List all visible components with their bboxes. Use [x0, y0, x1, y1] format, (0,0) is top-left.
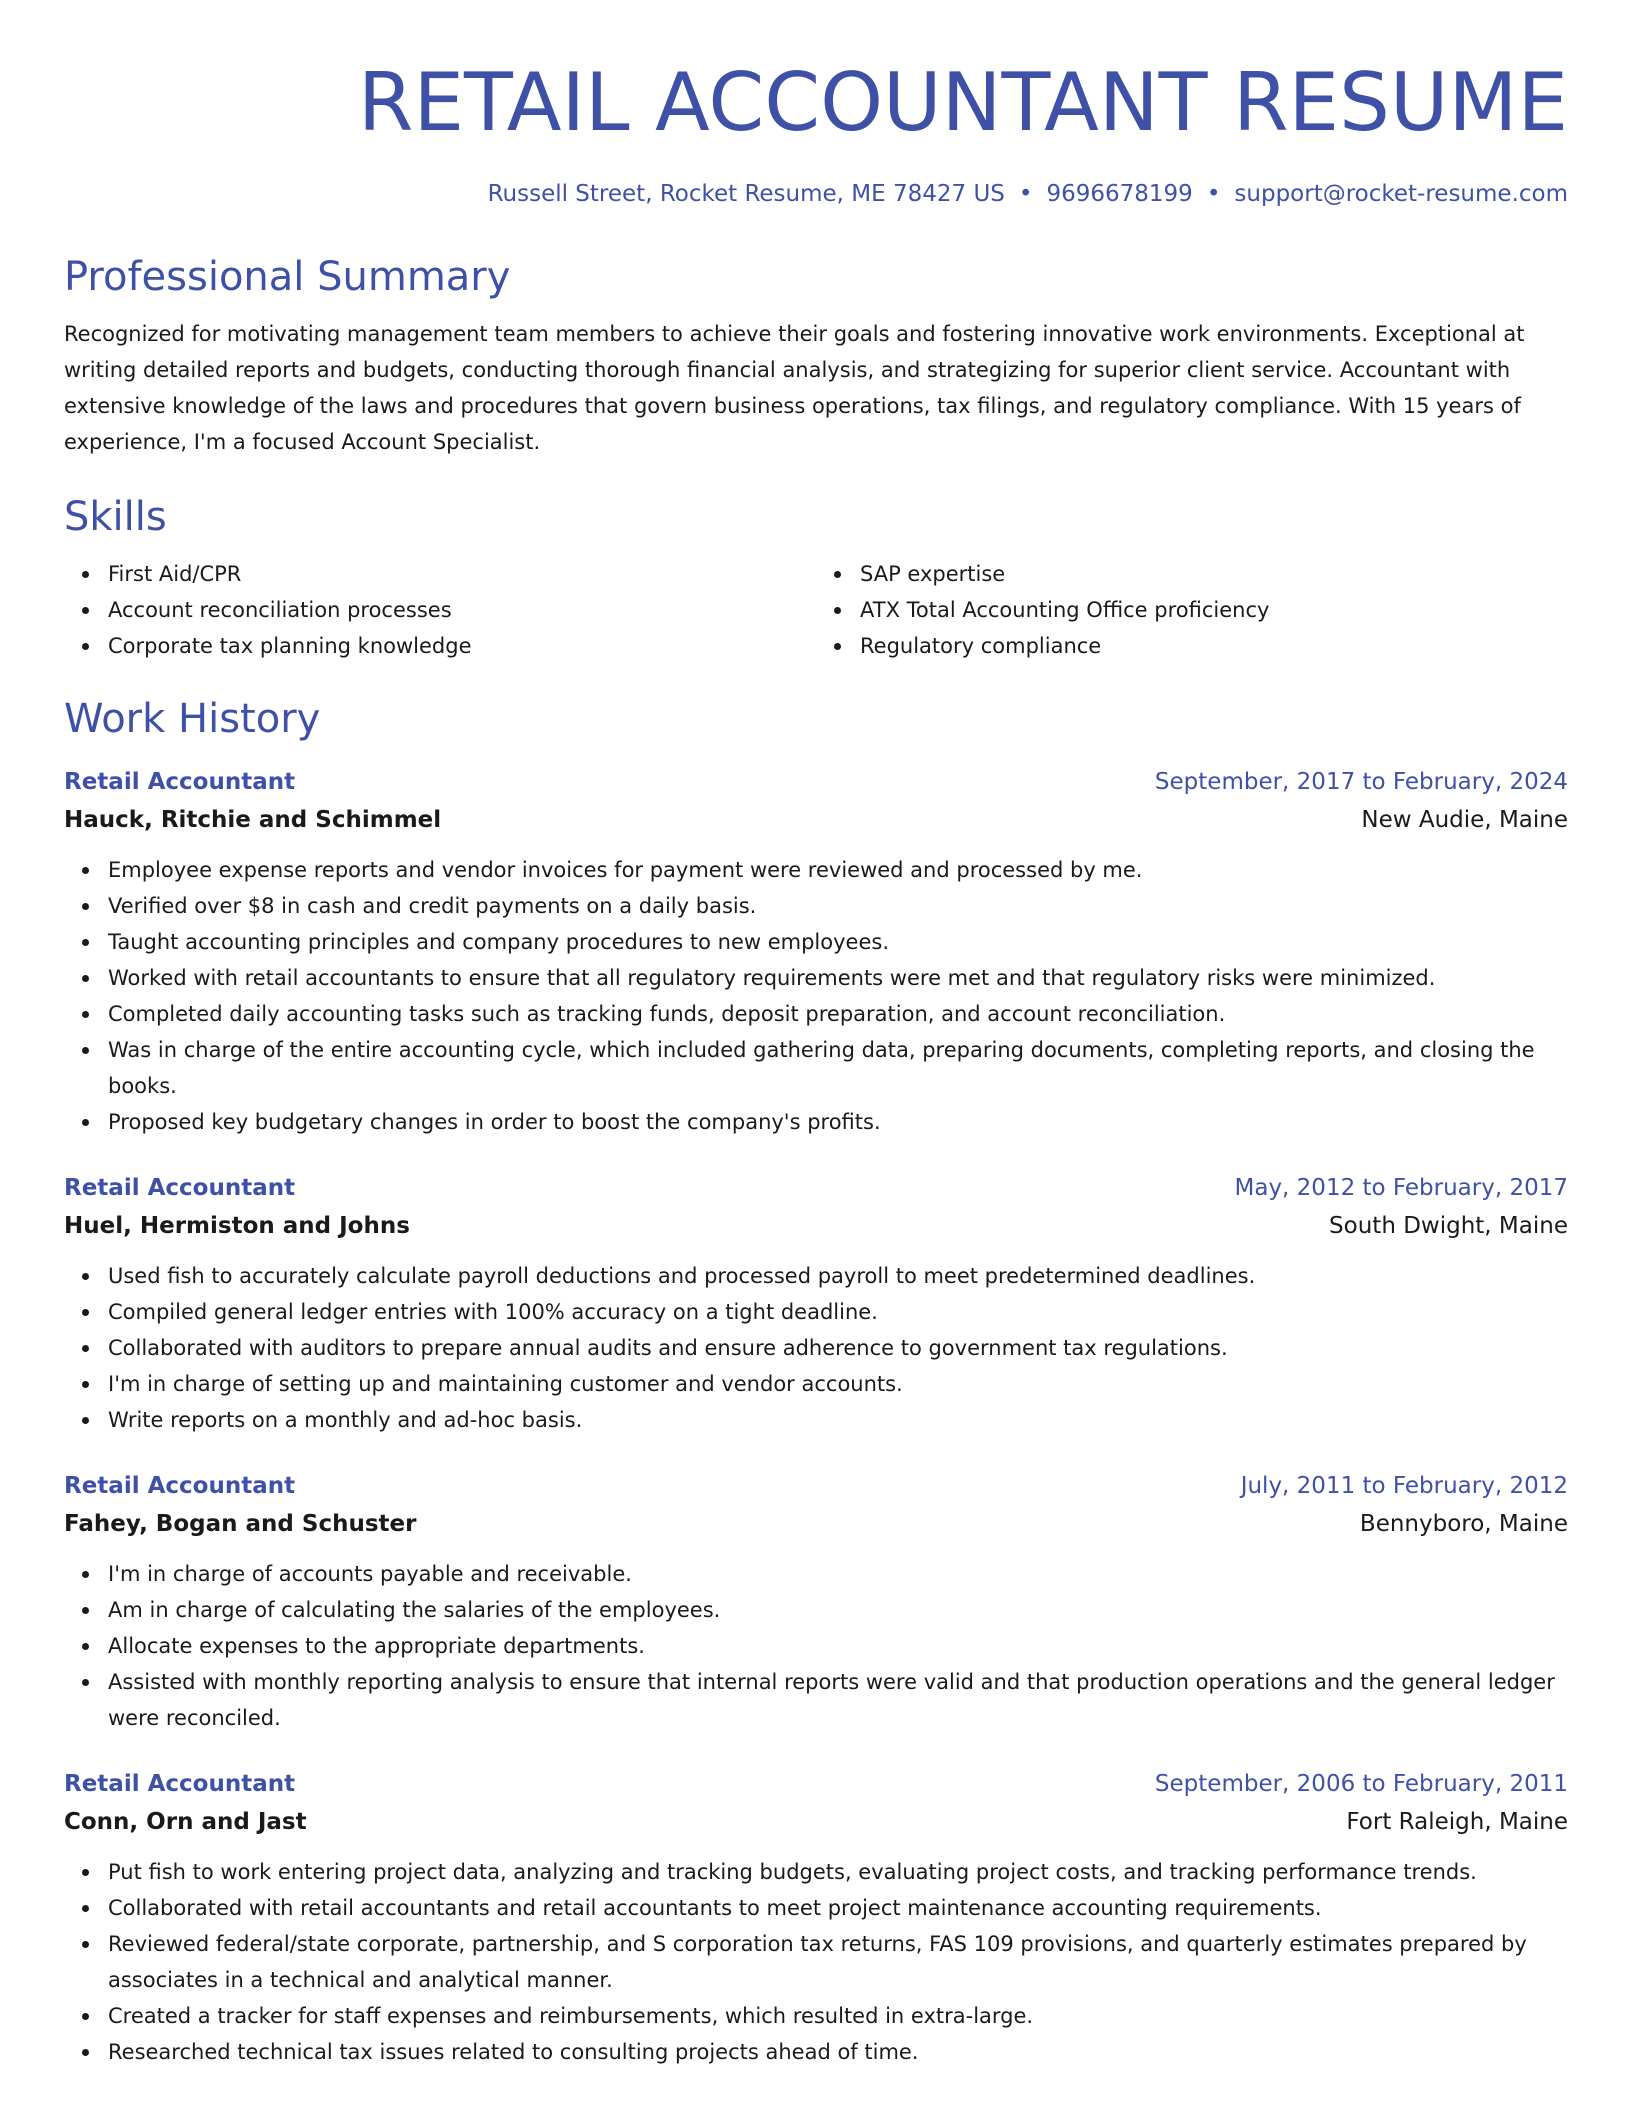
job-location: Fort Raleigh, Maine	[1346, 1809, 1568, 1835]
resume-header	[64, 0, 1568, 210]
job-bullet: Put fish to work entering project data, analyzing and tracking budgets, evaluating project costs, and tracking performance trends.	[108, 1854, 1568, 1890]
job-title: Retail Accountant	[64, 1473, 296, 1499]
contact-separator: •	[1018, 181, 1033, 207]
skill-item: First Aid/CPR	[108, 556, 816, 592]
skills-grid	[64, 556, 1568, 664]
resume-title: RETAIL ACCOUNTANT RESUME	[357, 56, 1568, 149]
job-bullet: Write reports on a monthly and ad-hoc basis.	[108, 1402, 1568, 1438]
job-dates: September, 2017 to February, 2024	[1154, 769, 1568, 795]
contact-phone: 9696678199	[1046, 181, 1193, 207]
summary-text: Recognized for motivating management team members to achieve their goals and fostering innovative work environments. Exceptional at writing detailed reports and budgets, conducting thorough financial analysis, and strategizing for superior client service. Accountant with extensive knowledge of the laws and procedures that govern business operations, tax filings, and regulatory compliance. With 15 years of experience, I'm a focused Account Specialist.	[64, 322, 1525, 454]
job-bullet: Am in charge of calculating the salaries of the employees.	[108, 1592, 1568, 1628]
job-bullet: Reviewed federal/state corporate, partnership, and S corporation tax returns, FAS 109 provisions, and quarterly estimates prepared by associates in a technical and analytical manner.	[108, 1926, 1568, 1998]
summary-heading: Professional Summary	[64, 254, 511, 300]
job-company: Hauck, Ritchie and Schimmel	[64, 807, 442, 833]
job-dates: July, 2011 to February, 2012	[1240, 1473, 1568, 1499]
work-history-heading: Work History	[64, 696, 321, 742]
job-bullets	[64, 1258, 1568, 1438]
job-location: New Audie, Maine	[1361, 807, 1568, 833]
job-bullet: Allocate expenses to the appropriate departments.	[108, 1628, 1568, 1664]
job-title: Retail Accountant	[64, 1771, 296, 1797]
skills-section	[64, 490, 1568, 664]
job-bullet: Was in charge of the entire accounting cycle, which included gathering data, preparing documents, completing reports, and closing the books.	[108, 1032, 1568, 1104]
skill-item: Corporate tax planning knowledge	[108, 628, 816, 664]
skill-item: Regulatory compliance	[860, 628, 1568, 664]
job-company: Fahey, Bogan and Schuster	[64, 1511, 417, 1537]
job-company: Conn, Orn and Jast	[64, 1809, 307, 1835]
skills-right-list	[816, 556, 1568, 664]
job-bullet: I'm in charge of setting up and maintaining customer and vendor accounts.	[108, 1366, 1568, 1402]
summary-section	[64, 250, 1568, 460]
job-bullet: Proposed key budgetary changes in order to boost the company's profits.	[108, 1104, 1568, 1140]
job-bullet: Created a tracker for staff expenses and reimbursements, which resulted in extra-large.	[108, 1998, 1568, 2034]
job-bullet: Collaborated with auditors to prepare annual audits and ensure adherence to government tax regulations.	[108, 1330, 1568, 1366]
job-dates: September, 2006 to February, 2011	[1154, 1771, 1568, 1797]
job-entry	[64, 1170, 1568, 1438]
skill-item: SAP expertise	[860, 556, 1568, 592]
job-company: Huel, Hermiston and Johns	[64, 1213, 410, 1239]
skills-left-list	[64, 556, 816, 664]
job-bullet: Assisted with monthly reporting analysis to ensure that internal reports were valid and that production operations and the general ledger were reconciled.	[108, 1664, 1568, 1736]
contact-line	[64, 178, 1568, 210]
job-location: South Dwight, Maine	[1329, 1213, 1568, 1239]
job-bullet: Used fish to accurately calculate payroll deductions and processed payroll to meet predetermined deadlines.	[108, 1258, 1568, 1294]
job-entry	[64, 1766, 1568, 2070]
job-bullet: Completed daily accounting tasks such as tracking funds, deposit preparation, and account reconciliation.	[108, 996, 1568, 1032]
contact-address: Russell Street, Rocket Resume, ME 78427 US	[487, 181, 1005, 207]
job-bullets	[64, 1556, 1568, 1736]
job-bullets	[64, 1854, 1568, 2070]
job-entry	[64, 1468, 1568, 1736]
job-bullet: Compiled general ledger entries with 100% accuracy on a tight deadline.	[108, 1294, 1568, 1330]
skill-item: Account reconciliation processes	[108, 592, 816, 628]
job-bullet: Employee expense reports and vendor invoices for payment were reviewed and processed by me.	[108, 852, 1568, 888]
job-title: Retail Accountant	[64, 769, 296, 795]
job-bullet: Worked with retail accountants to ensure that all regulatory requirements were met and that regulatory risks were minimized.	[108, 960, 1568, 996]
contact-separator: •	[1206, 181, 1221, 207]
job-bullet: Collaborated with retail accountants and retail accountants to meet project maintenance accounting requirements.	[108, 1890, 1568, 1926]
skill-item: ATX Total Accounting Office proficiency	[860, 592, 1568, 628]
job-title: Retail Accountant	[64, 1175, 296, 1201]
skills-heading: Skills	[64, 494, 167, 540]
job-bullet: I'm in charge of accounts payable and receivable.	[108, 1556, 1568, 1592]
job-bullet: Verified over $8 in cash and credit payments on a daily basis.	[108, 888, 1568, 924]
job-entry	[64, 764, 1568, 1140]
job-bullet: Taught accounting principles and company procedures to new employees.	[108, 924, 1568, 960]
job-bullets	[64, 852, 1568, 1140]
job-bullet: Researched technical tax issues related to consulting projects ahead of time.	[108, 2034, 1568, 2070]
work-history-section	[64, 692, 1568, 2070]
job-dates: May, 2012 to February, 2017	[1234, 1175, 1568, 1201]
job-location: Bennyboro, Maine	[1359, 1511, 1568, 1537]
contact-email[interactable]: support@rocket-resume.com	[1234, 181, 1568, 207]
